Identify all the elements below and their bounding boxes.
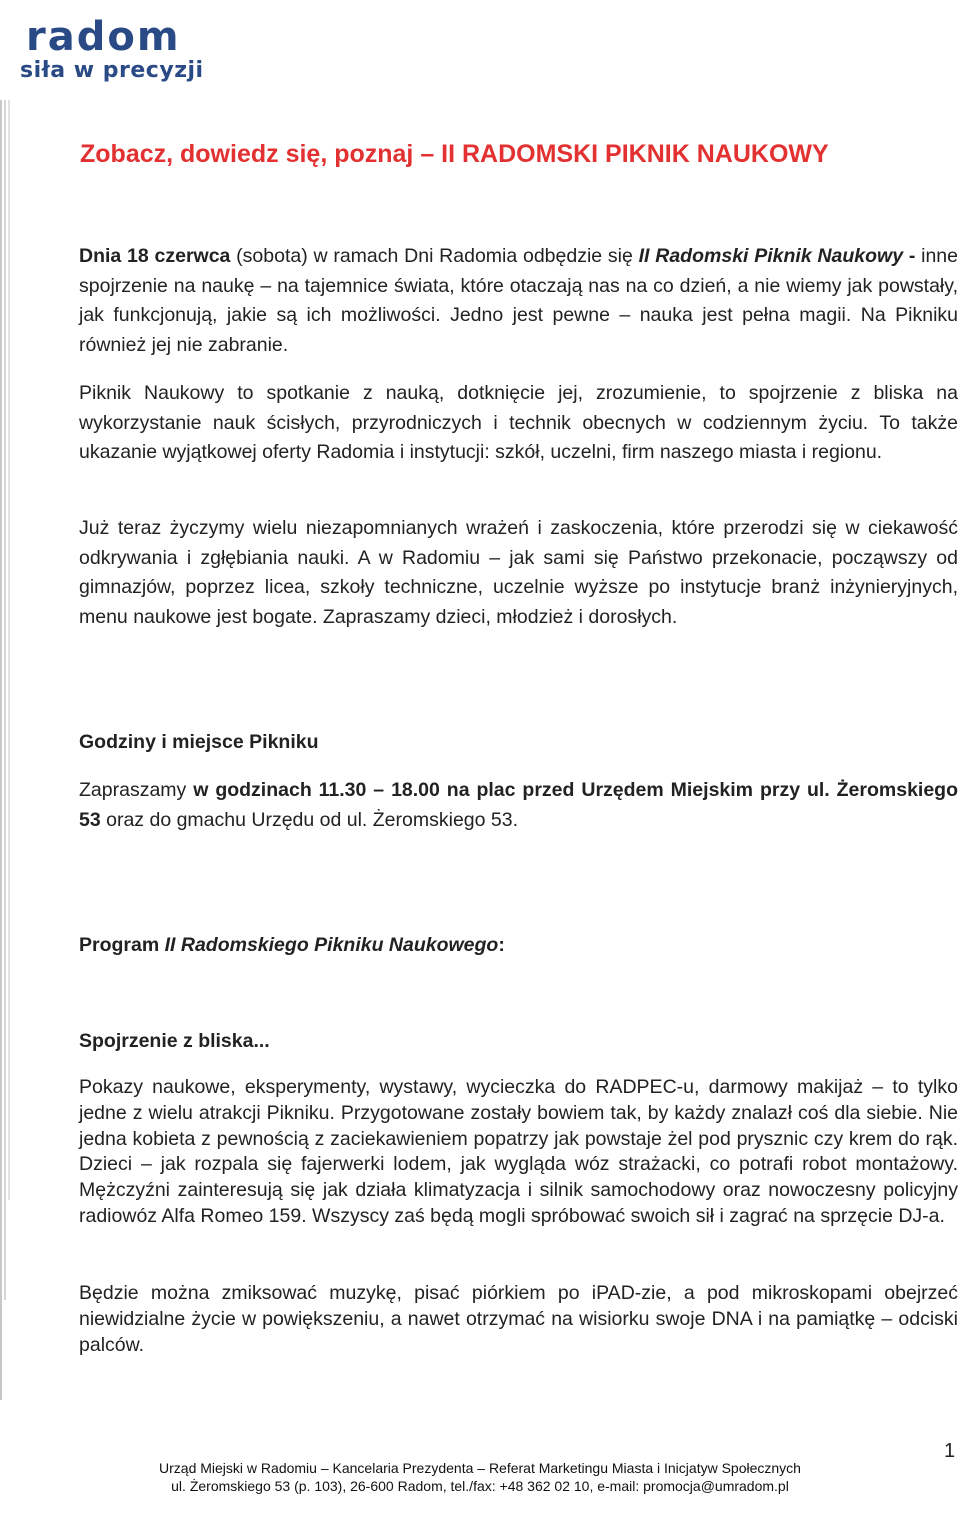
hours-text-1: Zapraszamy: [79, 779, 194, 801]
hours-location: w godzinach 11.30 – 18.00 na plac przed Urzędem Miejskim przy ul. Żeromskiego 53: [79, 779, 959, 831]
closeup-paragraph-2: Będzie można zmiksować muzykę, pisać piórkiem po iPAD-zie, a pod mikroskopami obejrzeć niewidzialne życie w powiększeniu, a nawet otrzymać na wisiorku swoje DNA i na pamiątkę – odciski palców.: [79, 1282, 958, 1356]
hours-paragraph: [79, 776, 958, 835]
logo-tagline: siła w precyzji: [20, 58, 204, 83]
hours-text-2: oraz do gmachu Urzędu od ul. Żeromskiego 53.: [100, 808, 519, 831]
intro-text-2: inne spojrzenie na naukę – na tajemnice świata, które otaczają nas na co dzień, a nie wiemy jak powstały, jak funkcjonują, jakie są ich możliwości. Jedno jest pewne – nauka jest pełna magii. Na Pikniku również jej nie zabranie.: [79, 245, 958, 356]
event-date: Dnia 18 czerwca: [79, 245, 231, 267]
program-heading-italic: II Radomskiego Pikniku Naukowego: [164, 934, 499, 956]
invitation-paragraph: Już teraz życzymy wielu niezapomnianych wrażeń i zaskoczenia, które przerodzi się w ciekawość odkrywania i zgłębiania nauki. A w Radomiu – jak sami się Państwo przekonacie, począwszy od gimnazjów, poprzez licea, szkoły techniczne, uczelnie wyższe po instytucje branż inżynieryjnych, menu naukowe jest bogate. Zapraszamy dzieci, młodzież i dorosłych.: [79, 517, 958, 628]
program-heading-pre: Program: [79, 934, 165, 956]
page-number: 1: [944, 1440, 956, 1462]
intro-text-1: (sobota) w ramach Dni Radomia odbędzie się: [230, 245, 639, 267]
page-title: Zobacz, dowiedz się, poznaj – II RADOMSKI PIKNIK NAUKOWY: [80, 140, 829, 168]
closeup-heading: Spojrzenie z bliska...: [79, 1030, 270, 1052]
intro-paragraph: [79, 242, 958, 360]
footer-line-2: ul. Żeromskiego 53 (p. 103), 26-600 Radom, tel./fax: +48 362 02 10, e-mail: promocja@umradom.pl: [171, 1478, 789, 1494]
intro-dash: -: [903, 245, 916, 267]
decorative-stripes: [0, 100, 14, 1400]
program-heading: [79, 934, 505, 957]
logo-word: radom: [26, 14, 181, 60]
hours-heading: Godziny i miejsce Pikniku: [79, 731, 319, 753]
radom-logo: [20, 14, 220, 84]
about-paragraph: Piknik Naukowy to spotkanie z nauką, dotknięcie jej, zrozumienie, to spojrzenie z bliska na wykorzystanie nauk ścisłych, przyrodniczych i technik obecnych w codziennym życiu. To także ukazanie wyjątkowej oferty Radomia i instytucji: szkół, uczelni, firm naszego miasta i regionu.: [79, 382, 958, 463]
footer-line-1: Urząd Miejski w Radomiu – Kancelaria Prezydenta – Referat Marketingu Miasta i Inicjatyw Społecznych: [159, 1460, 801, 1476]
event-name: II Radomski Piknik Naukowy: [638, 245, 904, 267]
program-heading-post: :: [498, 934, 505, 956]
closeup-paragraph-1: Pokazy naukowe, eksperymenty, wystawy, wycieczka do RADPEC-u, darmowy makijaż – to tylko jedne z wielu atrakcji Pikniku. Przygotowane zostały bowiem tak, by każdy znalazł coś dla siebie. Nie jedna kobieta z pewnością z zaciekawieniem popatrzy jak powstaje żel pod prysznic czy krem do rąk. Dzieci – jak rozpala się fajerwerki lodem, jak wygląda wóz strażacki, co potrafi robot montażowy. Mężczyźni zainteresują się jak działa klimatyzacja i silnik samochodowy oraz nowoczesny policyjny radiowóz Alfa Romeo 159. Wszyscy zaś będą mogli spróbować swoich sił i zagrać na sprzęcie DJ-a.: [79, 1076, 958, 1227]
